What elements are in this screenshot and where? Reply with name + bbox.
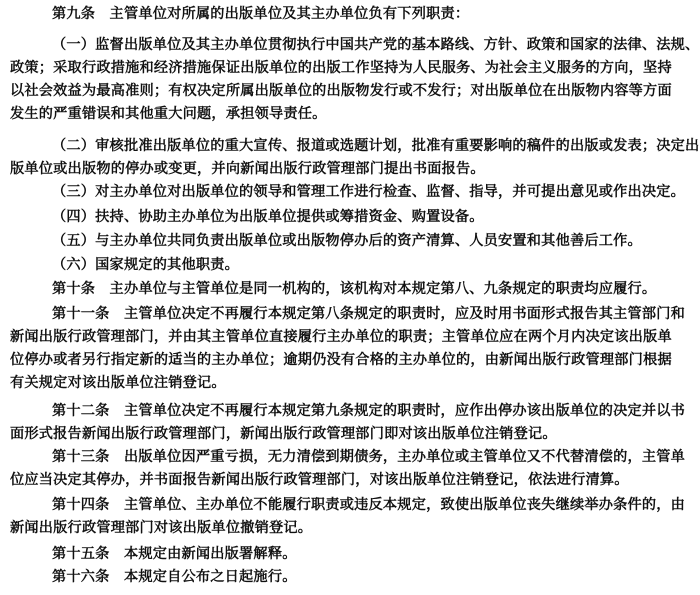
article-16: 第十六条 本规定自公布之日起施行。	[52, 569, 297, 585]
article-9-item-5: （五）与主办单位共同负责出版单位或出版物停办后的资产清算、人员安置和其他善后工作。	[52, 233, 642, 249]
article-9-item-2-line-2: 版单位或出版物的停办或变更，并向新闻出版行政管理部门提出书面报告。	[10, 161, 485, 177]
article-14-line-2: 新闻出版行政管理部门对该出版单位撤销登记。	[10, 520, 313, 536]
article-9-item-3: （三）对主办单位对出版单位的领导和管理工作进行检查、监督、指导，并可提出意见或作出决定。	[52, 184, 686, 200]
article-12-line-2: 面形式报告新闻出版行政管理部门，新闻出版行政管理部门即对该出版单位注销登记。	[10, 426, 557, 442]
article-10: 第十条 主办单位与主管单位是同一机构的，该机构对本规定第八、九条规定的职责均应履行。	[52, 281, 657, 297]
article-12-line-1: 第十二条 主管单位决定不再履行本规定第九条规定的职责时，应作出停办该出版单位的决定并以书	[52, 403, 686, 419]
article-11-line-2: 新闻出版行政管理部门，并由其主管单位直接履行主办单位的职责；主管单位应在两个月内决定该出版单	[10, 329, 672, 345]
article-9-item-1-line-4: 发生的严重错误和其他重大问题，承担领导责任。	[10, 106, 327, 122]
article-11-line-4: 有关规定对该出版单位注销登记。	[10, 375, 226, 391]
article-11-line-3: 位停办或者另行指定新的适当的主办单位；逾期仍没有合格的主办单位的，由新闻出版行政管理部门根据	[10, 352, 672, 368]
article-9-heading: 第九条 主管单位对所属的出版单位及其主办单位负有下列职责：	[52, 6, 470, 22]
article-9-item-1-line-3: 以社会效益为最高准则；有权决定所属出版单位的出版物发行或不发行；对出版单位在出版物内容等方面	[10, 83, 672, 99]
article-9-item-1-line-1: （一）监督出版单位及其主办单位贯彻执行中国共产党的基本路线、方针、政策和国家的法律、法规、	[52, 37, 700, 53]
article-13-line-2: 位应当决定其停办，并书面报告新闻出版行政管理部门，对该出版单位注销登记，依法进行清算。	[10, 472, 629, 488]
article-9-item-6: （六）国家规定的其他职责。	[52, 257, 240, 273]
article-13-line-1: 第十三条 出版单位因严重亏损，无力清偿到期债务，主办单位或主管单位又不代替清偿的，主管单	[52, 449, 686, 465]
article-15: 第十五条 本规定由新闻出版署解释。	[52, 546, 297, 562]
article-9-item-1-line-2: 政策；采取行政措施和经济措施保证出版单位的出版工作坚持为人民服务、为社会主义服务的方向，坚持	[10, 60, 672, 76]
article-9-item-2-line-1: （二）审核批准出版单位的重大宣传、报道或选题计划，批准有重要影响的稿件的出版或发表；决定出	[52, 138, 700, 154]
article-11-line-1: 第十一条 主管单位决定不再履行本规定第八条规定的职责时，应及时用书面形式报告其主管部门和	[52, 306, 686, 322]
article-14-line-1: 第十四条 主管单位、主办单位不能履行职责或违反本规定，致使出版单位丧失继续举办条件的，由	[52, 497, 686, 513]
article-9-item-4: （四）扶持、协助主办单位为出版单位提供或筹措资金、购置设备。	[52, 209, 484, 225]
